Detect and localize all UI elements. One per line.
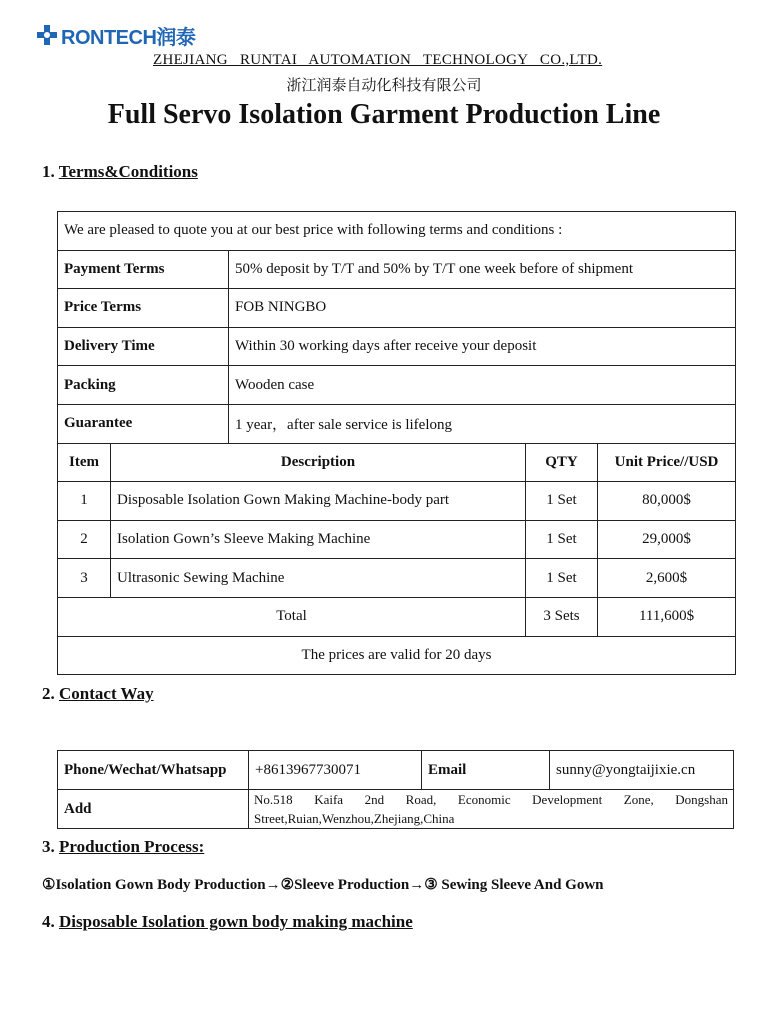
- term-value: FOB NINGBO: [229, 289, 736, 328]
- contact-table: [57, 750, 734, 829]
- logo-text: RONTECH润泰: [61, 26, 196, 49]
- item-description: Ultrasonic Sewing Machine: [111, 559, 526, 598]
- table-row: [58, 289, 736, 328]
- item-number: 1: [58, 482, 111, 521]
- address-label: Add: [58, 790, 249, 829]
- column-header-qty: QTY: [526, 443, 598, 482]
- item-number: 3: [58, 559, 111, 598]
- column-header-item: Item: [58, 443, 111, 482]
- item-qty: 1 Set: [526, 482, 598, 521]
- item-description: Isolation Gown’s Sleeve Making Machine: [111, 520, 526, 559]
- total-qty: 3 Sets: [526, 597, 598, 636]
- section-heading-process: [42, 837, 204, 857]
- section-number: 2.: [42, 684, 55, 703]
- table-row: [58, 482, 736, 521]
- term-label: Payment Terms: [58, 250, 229, 289]
- term-value: Wooden case: [229, 366, 736, 405]
- table-row: [58, 404, 736, 443]
- section-title: Disposable Isolation gown body making machine: [59, 912, 413, 931]
- phone-value: +8613967730071: [249, 751, 422, 790]
- table-row: [58, 212, 736, 251]
- section-title: Production Process:: [59, 837, 205, 856]
- term-label: Price Terms: [58, 289, 229, 328]
- item-qty: 1 Set: [526, 559, 598, 598]
- section-title: Terms&Conditions: [58, 162, 198, 181]
- table-row: [58, 636, 736, 675]
- table-total-row: [58, 597, 736, 636]
- section-title: Contact Way: [59, 684, 154, 703]
- page-title: Full Servo Isolation Garment Production Line: [107, 99, 661, 130]
- table-row: [58, 327, 736, 366]
- table-row: [58, 366, 736, 405]
- total-price: 111,600$: [598, 597, 736, 636]
- total-label: Total: [58, 597, 526, 636]
- item-price: 29,000$: [598, 520, 736, 559]
- section-heading-contact: [42, 684, 154, 704]
- table-header-row: [58, 443, 736, 482]
- email-value[interactable]: sunny@yongtaijixie.cn: [550, 751, 734, 790]
- table-row: [58, 751, 734, 790]
- table-row: [58, 559, 736, 598]
- item-price: 80,000$: [598, 482, 736, 521]
- table-row: [58, 790, 734, 829]
- email-label: Email: [422, 751, 550, 790]
- company-name-en: ZHEJIANG RUNTAI AUTOMATION TECHNOLOGY CO.,LTD.: [153, 52, 603, 68]
- company-logo: [36, 22, 195, 48]
- terms-intro: We are pleased to quote you at our best price with following terms and conditions :: [58, 212, 736, 251]
- production-process-steps: ①Isolation Gown Body Production→②Sleeve Production→③ Sewing Sleeve And Gown: [42, 877, 604, 893]
- company-name-cn: 浙江润泰自动化科技有限公司: [286, 76, 482, 94]
- terms-table: [57, 211, 736, 675]
- term-value: Within 30 working days after receive your deposit: [229, 327, 736, 366]
- column-header-unit-price: Unit Price//USD: [598, 443, 736, 482]
- price-validity: The prices are valid for 20 days: [58, 636, 736, 675]
- item-number: 2: [58, 520, 111, 559]
- logo-cross-icon: [36, 24, 58, 46]
- term-value: 1 year，after sale service is lifelong: [229, 404, 736, 443]
- table-row: [58, 250, 736, 289]
- term-label: Delivery Time: [58, 327, 229, 366]
- item-description: Disposable Isolation Gown Making Machine-body part: [111, 482, 526, 521]
- term-value: 50% deposit by T/T and 50% by T/T one week before of shipment: [229, 250, 736, 289]
- section-number: 4.: [42, 912, 55, 931]
- item-qty: 1 Set: [526, 520, 598, 559]
- section-number: 1.: [42, 162, 55, 181]
- column-header-description: Description: [111, 443, 526, 482]
- section-number: 3.: [42, 837, 55, 856]
- term-label: Guarantee: [58, 404, 229, 443]
- section-heading-terms: [42, 162, 198, 182]
- phone-label: Phone/Wechat/Whatsapp: [58, 751, 249, 790]
- term-label: Packing: [58, 366, 229, 405]
- address-value: No.518 Kaifa 2nd Road, Economic Development Zone, Dongshan Street,Ruian,Wenzhou,Zhejiang,China: [249, 790, 734, 829]
- table-row: [58, 520, 736, 559]
- section-heading-machine: [42, 912, 413, 932]
- item-price: 2,600$: [598, 559, 736, 598]
